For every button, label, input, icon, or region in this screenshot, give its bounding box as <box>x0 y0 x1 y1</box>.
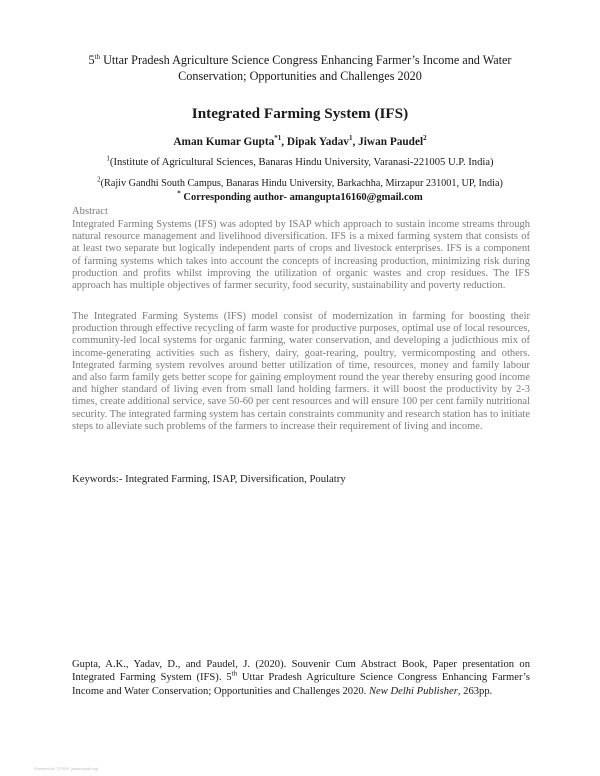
abstract-paragraph-1: Integrated Farming Systems (IFS) was adopted by ISAP which approach to sustain income streams through natural resource management and livelihood diversification. IFS is a mixed farming system that consists of at least two separate but logically independent parts of crops and livestock enterprises. IFS is a component of farming systems which takes into account the concepts of increasing production, minimizing risk during production and profits whilst improving the utilization of organic wastes and crop residues. The IFS approach has multiple objectives of farmer security, food security, sustainability and poverty reduction. <box>72 219 530 292</box>
author-name: Jiwan Paudel <box>358 136 424 148</box>
citation: Gupta, A.K., Yadav, D., and Paudel, J. (2020). Souvenir Cum Abstract Book, Paper presentation on Integrated Farming System (IFS). 5th Uttar Pradesh Agriculture Science Congress Enhancing Farmer’s Income and Water Conservation; Opportunities and Challenges 2020. New Delhi Publisher, 263pp. <box>72 659 530 697</box>
keywords: Keywords:- Integrated Farming, ISAP, Diversification, Poulatry <box>72 473 346 485</box>
conference-header <box>60 52 540 84</box>
pdf-footer: Powered by TCPDF (www.tcpdf.org) <box>34 766 99 771</box>
conference-line-2: Conservation; Opportunities and Challenges 2020 <box>178 69 422 83</box>
author-list: Aman Kumar Gupta$^{*1}$, Dipak Yadav$^1$, Jiwan Paudel$^2$ <box>173 134 427 148</box>
abstract-paragraph-2: The Integrated Farming Systems (IFS) model consist of modernization in farming for boosting their production through effective recycling of farm waste for productive purposes, optimal use of local resources, community-led local systems for organic farming, water conservation, and developing a judicthious mix of income-generating activities such as fishery, dairy, goat-rearing, poultry, vermicomposting and others. Integrated farming system revolves around better utilization of time, resources, money and family labour and also farm family gets better scope for gaining employment round the year thereby ensuring good income and higher standard of living even from small land holding farmers. it will boost the productivity by 2-3 times, create additional service, save 50-60 per cent resources and will ensure 100 per cent family nutritional security. The integrated farming system has certain constraints community and research station has to initiate steps to alleviate such problems of the farmers to increase their requirement of living and income. <box>72 311 530 432</box>
publisher-name: New Delhi Publisher <box>368 685 458 697</box>
paper-title: Integrated Farming System (IFS) <box>191 105 409 122</box>
corresponding-author: * Corresponding author- amangupta16160@gmail.com <box>177 189 423 203</box>
author-name: Aman Kumar Gupta <box>173 136 275 148</box>
affiliation-2: $^2$(Rajiv Gandhi South Campus, Banaras Hindu University, Barkachha, Mirzapur 231001, UP, India) <box>97 175 503 189</box>
abstract-heading: Abstract <box>72 206 108 217</box>
affiliation-1: $^1$(Institute of Agricultural Sciences, Banaras Hindu University, Varanasi-221005 U.P. India) <box>106 154 494 168</box>
conference-line-1: 5th Uttar Pradesh Agriculture Science Congress Enhancing Farmer’s Income and Water <box>88 52 512 67</box>
author-name: Dipak Yadav <box>286 136 349 148</box>
